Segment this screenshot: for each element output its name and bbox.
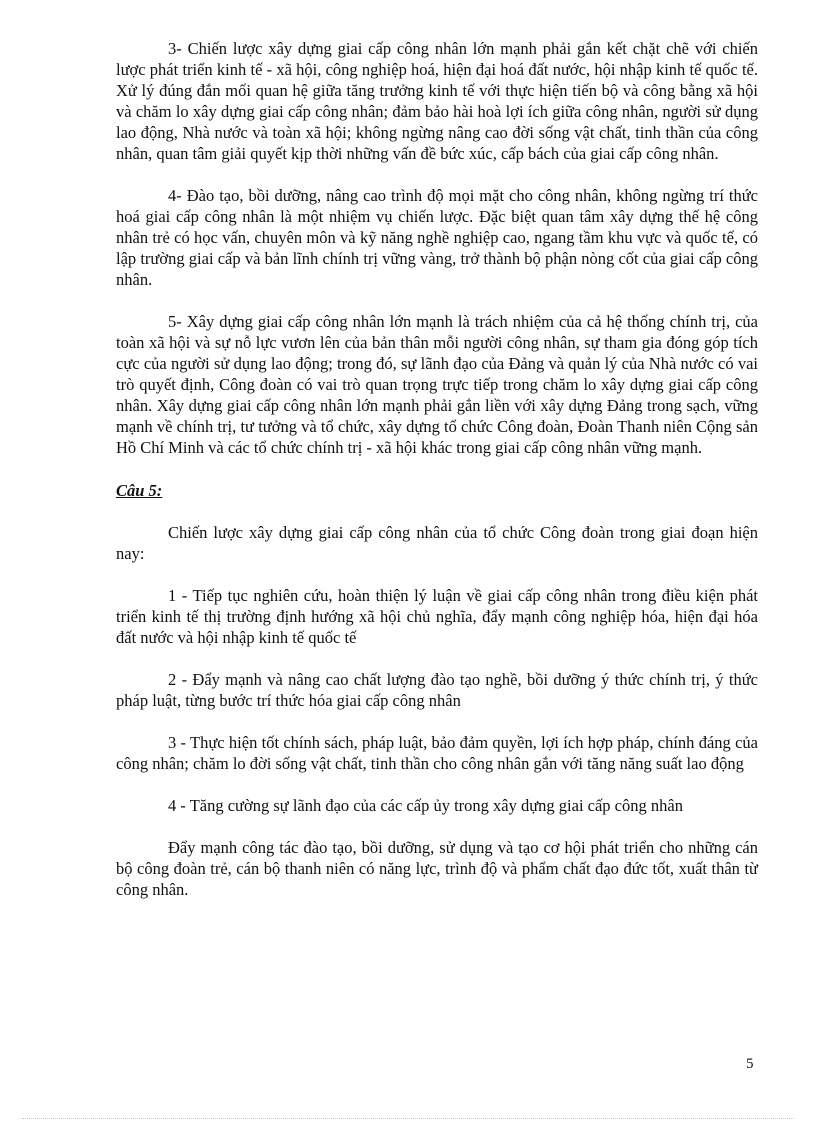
list-item-1: 1 - Tiếp tục nghiên cứu, hoàn thiện lý luận về giai cấp công nhân trong điều kiện phát triển kinh tế thị trường định hướng xã hội chủ nghĩa, đẩy mạnh công nghiệp hóa, hiện đại hóa đất nước và hội nhập kinh tế quốc tế: [116, 586, 758, 647]
section-heading: Câu 5:: [116, 481, 163, 500]
list-item-4: 4 - Tăng cường sự lãnh đạo của các cấp ủy trong xây dựng giai cấp công nhân: [168, 796, 683, 815]
list-item-3: 3 - Thực hiện tốt chính sách, pháp luật, bảo đảm quyền, lợi ích hợp pháp, chính đáng của công nhân; chăm lo đời sống vật chất, tinh thần cho công nhân gắn với tăng năng suất lao động: [116, 733, 758, 773]
page-number: 5: [746, 1056, 754, 1072]
paragraph-strategy-5: 5- Xây dựng giai cấp công nhân lớn mạnh là trách nhiệm của cả hệ thống chính trị, của toàn xã hội và sự nỗ lực vươn lên của bản thân mỗi người công nhân, sự tham gia đóng góp tích cực của người sử dụng lao động; trong đó, sự lãnh đạo của Đảng và quản lý của Nhà nước có vai trò quyết định, Công đoàn có vai trò quan trọng trực tiếp trong chăm lo xây dựng giai cấp công nhân. Xây dựng giai cấp công nhân lớn mạnh phải gắn liền với xây dựng Đảng trong sạch, vững mạnh về chính trị, tư tưởng và tổ chức, xây dựng tổ chức Công đoàn, Đoàn Thanh niên Cộng sản Hồ Chí Minh và các tổ chức chính trị - xã hội khác trong giai cấp công nhân vững mạnh.: [116, 312, 758, 457]
footer-divider: [22, 1118, 794, 1119]
document-page: [116, 38, 758, 900]
paragraph-strategy-4: 4- Đào tạo, bồi dưỡng, nâng cao trình độ mọi mặt cho công nhân, không ngừng trí thức hoá giai cấp công nhân là một nhiệm vụ chiến lược. Đặc biệt quan tâm xây dựng thế hệ công nhân trẻ có học vấn, chuyên môn và kỹ năng nghề nghiệp cao, ngang tầm khu vực và quốc tế, có lập trường giai cấp và bản lĩnh chính trị vững vàng, trở thành bộ phận nòng cốt của giai cấp công nhân.: [116, 186, 758, 289]
closing-paragraph: Đẩy mạnh công tác đào tạo, bồi dưỡng, sử dụng và tạo cơ hội phát triển cho những cán bộ công đoàn trẻ, cán bộ thanh niên có năng lực, trình độ và phẩm chất đạo đức tốt, xuất thân từ công nhân.: [116, 838, 758, 899]
paragraph-strategy-3: 3- Chiến lược xây dựng giai cấp công nhân lớn mạnh phải gắn kết chặt chẽ với chiến lược phát triển kinh tế - xã hội, công nghiệp hoá, hiện đại hoá đất nước, hội nhập kinh tế quốc tế. Xử lý đúng đắn mối quan hệ giữa tăng trưởng kinh tế với thực hiện tiến bộ và công bằng xã hội và chăm lo xây dựng giai cấp công nhân; đảm bảo hài hoà lợi ích giữa công nhân, người sử dụng lao động, Nhà nước và toàn xã hội; không ngừng nâng cao đời sống vật chất, tinh thần của công nhân, quan tâm giải quyết kịp thời những vấn đề bức xúc, cấp bách của giai cấp công nhân.: [116, 39, 758, 163]
list-item-2: 2 - Đẩy mạnh và nâng cao chất lượng đào tạo nghề, bồi dưỡng ý thức chính trị, ý thức pháp luật, từng bước trí thức hóa giai cấp công nhân: [116, 670, 758, 710]
intro-paragraph: Chiến lược xây dựng giai cấp công nhân của tổ chức Công đoàn trong giai đoạn hiện nay:: [116, 523, 758, 563]
